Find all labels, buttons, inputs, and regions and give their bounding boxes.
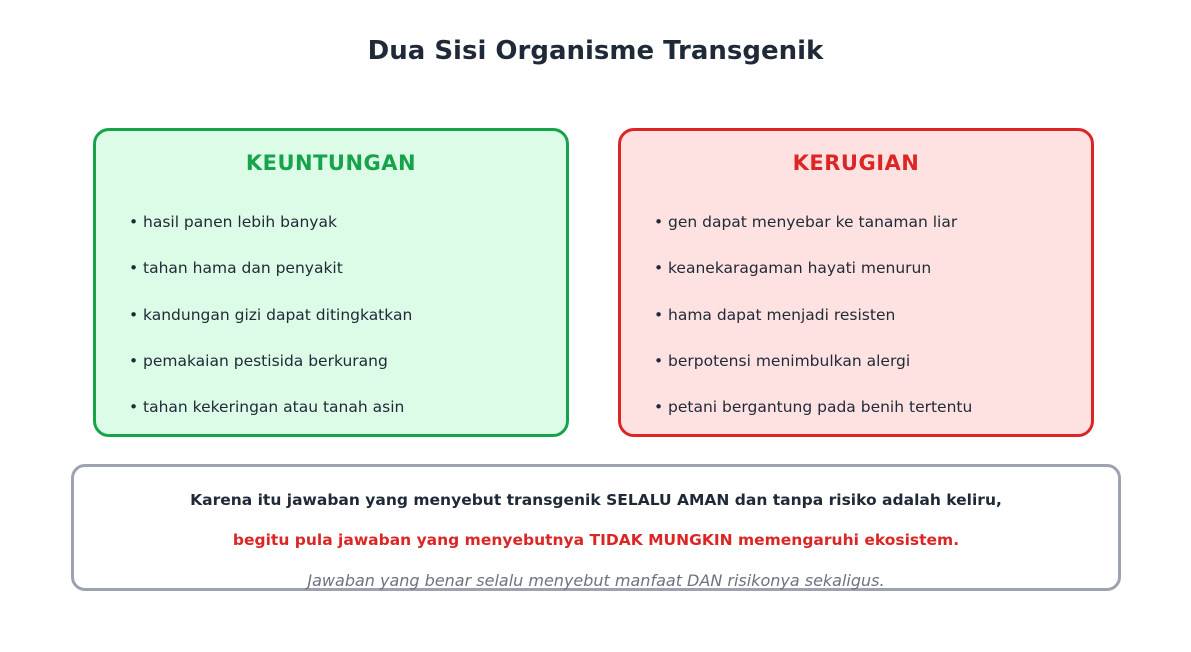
bullet-icon: • — [129, 351, 139, 370]
list-item — [654, 306, 972, 352]
list-item-text: berpotensi menimbulkan alergi — [668, 351, 911, 370]
list-item — [654, 259, 972, 305]
list-item — [129, 259, 412, 305]
list-item-text: gen dapat menyebar ke tanaman liar — [668, 213, 958, 231]
list-item-text: hasil panen lebih banyak — [143, 213, 337, 231]
list-item-text: tahan hama dan penyakit — [143, 259, 343, 278]
list-item — [129, 352, 412, 398]
conclusion-line-2: begitu pula jawaban yang menyebutnya TIDAK MUNGKIN memengaruhi ekosistem. — [232, 531, 960, 549]
list-item-text: hama dapat menjadi resisten — [668, 305, 896, 324]
list-item — [129, 398, 412, 444]
bullet-icon: • — [654, 213, 664, 231]
conclusion-line-1: Karena itu jawaban yang menyebut transgenik SELALU AMAN dan tanpa risiko adalah keliru, — [190, 491, 1002, 509]
list-item-text: keanekaragaman hayati menurun — [668, 259, 932, 278]
advantages-heading: KEUNTUNGAN — [245, 151, 417, 175]
bullet-icon: • — [654, 305, 664, 324]
list-item — [129, 306, 412, 352]
list-item — [129, 213, 412, 259]
bullet-icon: • — [654, 259, 664, 278]
advantages-list — [129, 213, 412, 444]
disadvantages-list — [654, 213, 972, 444]
list-item-text: kandungan gizi dapat ditingkatkan — [143, 305, 413, 324]
advantages-panel — [93, 128, 569, 437]
conclusion-box — [71, 464, 1121, 591]
bullet-icon: • — [129, 398, 139, 417]
bullet-icon: • — [129, 259, 139, 278]
bullet-icon: • — [129, 213, 139, 231]
list-item-text: petani bergantung pada benih tertentu — [668, 398, 973, 417]
list-item — [654, 352, 972, 398]
page-title: Dua Sisi Organisme Transgenik — [367, 36, 824, 66]
list-item — [654, 398, 972, 444]
disadvantages-panel — [618, 128, 1094, 437]
list-item-text: tahan kekeringan atau tanah asin — [143, 398, 405, 417]
bullet-icon: • — [654, 398, 664, 417]
disadvantages-heading: KERUGIAN — [792, 151, 920, 175]
conclusion-line-3: Jawaban yang benar selalu menyebut manfaat DAN risikonya sekaligus. — [307, 571, 885, 590]
list-item — [654, 213, 972, 259]
bullet-icon: • — [654, 351, 664, 370]
bullet-icon: • — [129, 305, 139, 324]
list-item-text: pemakaian pestisida berkurang — [143, 351, 388, 370]
